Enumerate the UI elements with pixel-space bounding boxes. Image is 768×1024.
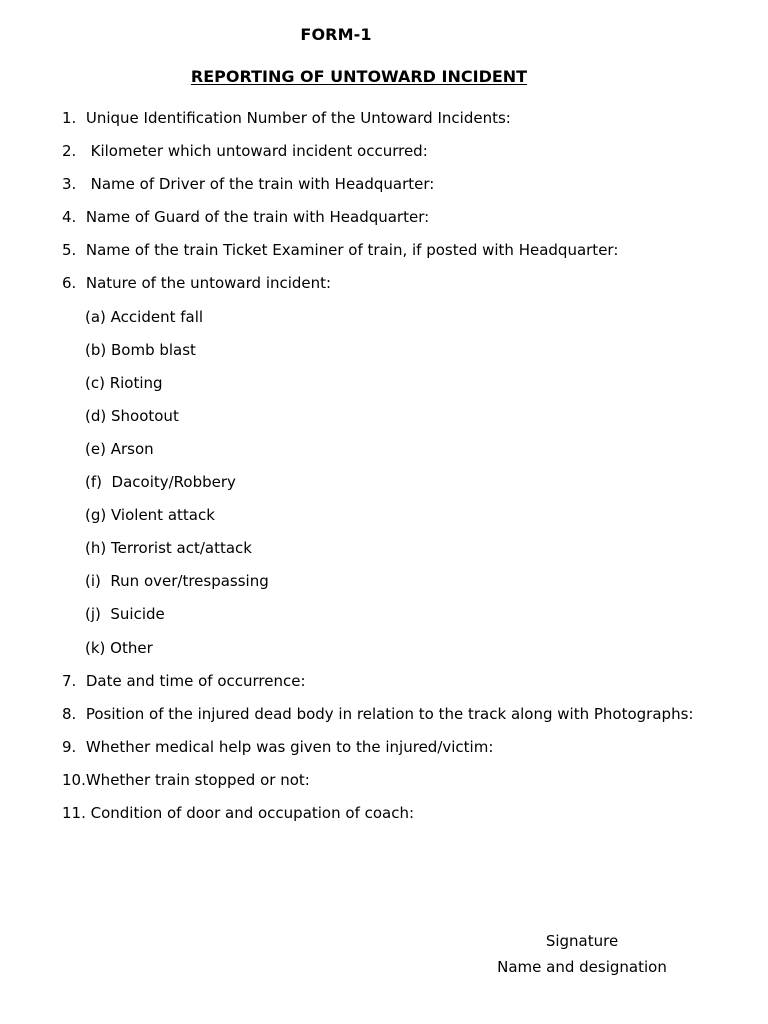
field-guard-name: 4. Name of Guard of the train with Headquarter:	[62, 208, 430, 227]
name-designation-label: Name and designation	[497, 958, 667, 976]
field-kilometer: 2. Kilometer which untoward incident occurred:	[62, 142, 428, 161]
field-incident-nature: 6. Nature of the untoward incident:	[62, 274, 332, 293]
form-code: FORM-1	[300, 25, 372, 44]
nature-option-run-over: (i) Run over/trespassing	[85, 572, 269, 591]
nature-option-bomb-blast: (b) Bomb blast	[85, 340, 196, 359]
nature-option-accident-fall: (a) Accident fall	[85, 307, 204, 326]
field-medical-help: 9. Whether medical help was given to the injured/victim:	[62, 737, 494, 756]
signature-block	[474, 928, 690, 980]
field-driver-name: 3. Name of Driver of the train with Headquarter:	[62, 175, 435, 194]
field-unique-id: 1. Unique Identification Number of the Untoward Incidents:	[62, 109, 511, 127]
nature-option-violent-attack: (g) Violent attack	[85, 506, 215, 525]
form-title: REPORTING OF UNTOWARD INCIDENT	[190, 67, 528, 86]
nature-option-other: (k) Other	[85, 638, 153, 657]
field-door-condition: 11. Condition of door and occupation of coach:	[62, 803, 415, 822]
nature-option-dacoity-robbery: (f) Dacoity/Robbery	[85, 473, 236, 492]
nature-option-terrorist-attack: (h) Terrorist act/attack	[85, 539, 252, 558]
nature-option-suicide: (j) Suicide	[85, 605, 165, 624]
nature-option-arson: (e) Arson	[85, 439, 154, 458]
form-fields-list	[62, 107, 742, 835]
nature-option-rioting: (c) Rioting	[85, 373, 163, 392]
signature-label: Signature	[545, 932, 619, 950]
field-date-time: 7. Date and time of occurrence:	[62, 671, 306, 690]
nature-option-shootout: (d) Shootout	[85, 406, 179, 425]
field-body-position: 8. Position of the injured dead body in relation to the track along with Photographs:	[62, 704, 694, 723]
field-ticket-examiner: 5. Name of the train Ticket Examiner of train, if posted with Headquarter:	[62, 241, 619, 260]
field-train-stopped: 10.Whether train stopped or not:	[62, 770, 310, 789]
